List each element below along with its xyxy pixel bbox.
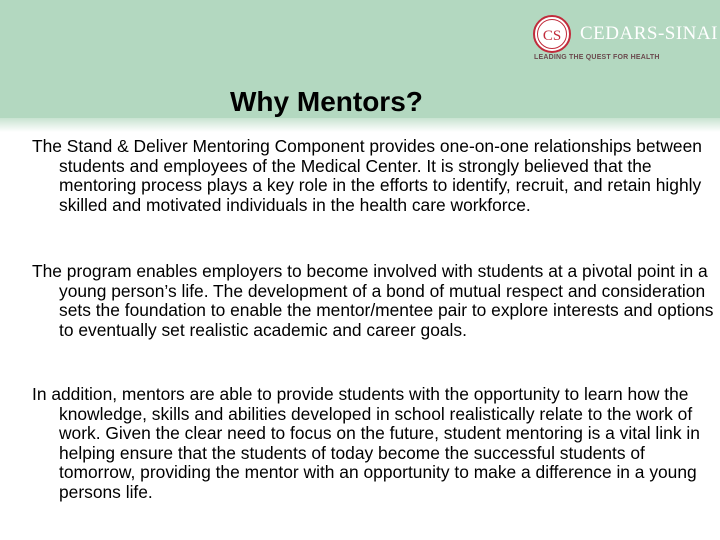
paragraph-intro: The Stand & Deliver Mentoring Component provides one-on-one relationships between students and employees of the Medical Center. It is strongly believed that the mentoring process plays a key role in the efforts to identify, recruit, and retain highly skilled and motivated individuals in the health care workforce. [32,136,702,215]
cedars-sinai-logo [532,14,718,70]
page-title: Why Mentors? [230,86,423,117]
header-fade [0,118,720,132]
logo-initials: CS [542,28,562,44]
paragraph-addition: In addition, mentors are able to provide students with the opportunity to learn how the knowledge, skills and abilities developed in school realistically relate to the work of work. Given the clear need to focus on the future, student mentoring is a vital link in helping ensure that the students of today become the successful students of tomorrow, providing the mentor with an opportunity to make a difference in a young persons life. [32,384,700,502]
paragraph-program: The program enables employers to become involved with students at a pivotal point in a young person’s life. The development of a bond of mutual respect and consideration sets the foundation to enable the mentor/mentee pair to explore interests and options to eventually set realistic academic and career goals. [32,261,714,340]
logo-tagline: LEADING THE QUEST FOR HEALTH [534,54,660,61]
logo-name: CEDARS-SINAI [580,23,718,44]
cs-seal-icon [532,14,580,54]
